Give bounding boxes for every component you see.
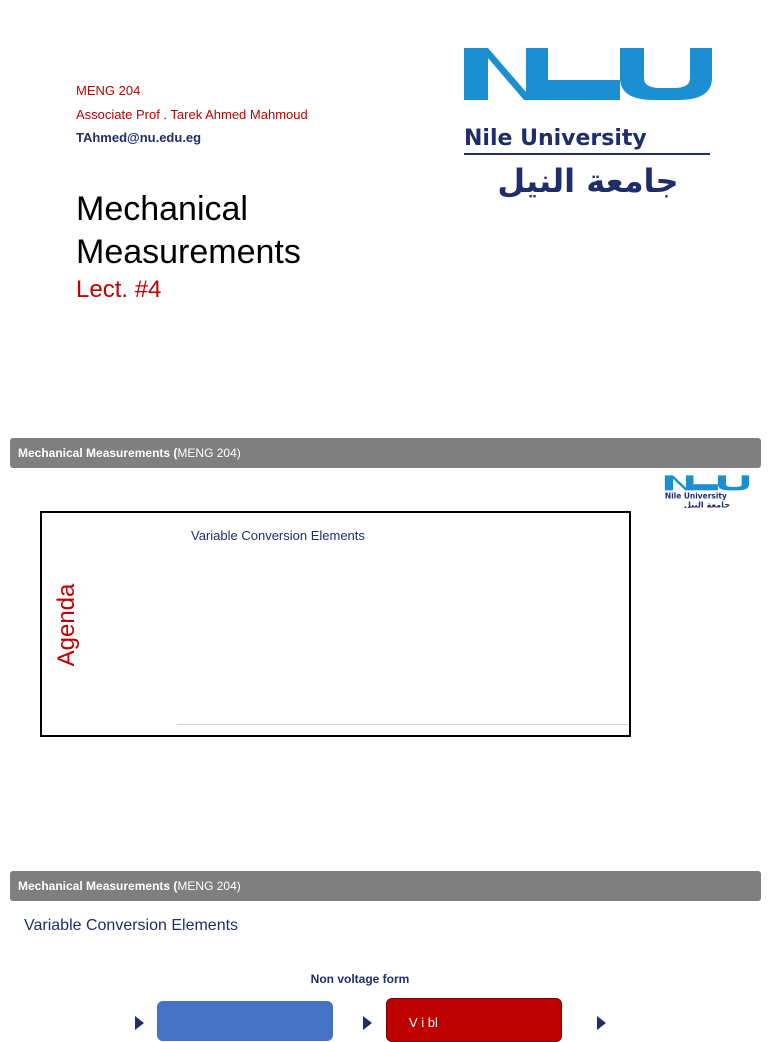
- slide-header-bar: [10, 871, 761, 901]
- agenda-item: Variable Conversion Elements: [191, 528, 365, 543]
- arrow-right-icon: [363, 1016, 372, 1030]
- slide-title-line2: Measurements: [76, 233, 301, 271]
- header-title: Mechanical Measurements (: [18, 879, 178, 893]
- non-voltage-label: Non voltage form: [310, 972, 410, 986]
- agenda-divider: [177, 724, 628, 725]
- header-title: Mechanical Measurements (: [18, 446, 178, 460]
- slide-title: [76, 188, 301, 274]
- logo-small-english-name: Nile University: [664, 491, 727, 501]
- section-title: Variable Conversion Elements: [24, 917, 239, 934]
- agenda-label: Agenda: [53, 583, 80, 667]
- variable-conversion-block: V i bl: [386, 998, 562, 1042]
- arrow-right-icon: [135, 1016, 144, 1030]
- instructor-email: TAhmed@nu.edu.eg: [76, 130, 202, 145]
- course-code: MENG 204: [76, 83, 141, 98]
- header-close: ): [236, 446, 241, 460]
- header-close: ): [236, 879, 241, 893]
- slide-title-line1: Mechanical: [76, 190, 248, 228]
- logo-english-name: Nile University: [464, 126, 647, 151]
- logo-arabic-name: جامعة النيل: [497, 162, 679, 200]
- instructor-name: Associate Prof . Tarek Ahmed Mahmoud: [76, 107, 308, 122]
- agenda-box: [40, 511, 631, 737]
- header-code: MENG 204: [177, 446, 237, 460]
- slide-header-bar: [10, 438, 761, 468]
- arrow-right-icon: [597, 1016, 606, 1030]
- logo-small-arabic-name: جامعة النيل: [683, 499, 731, 508]
- header-code: MENG 204: [177, 879, 237, 893]
- nile-university-logo: [462, 44, 714, 204]
- lecture-number: Lect. #4: [76, 276, 162, 303]
- nile-university-logo-small: [664, 474, 750, 508]
- sensor-block: [157, 1001, 333, 1041]
